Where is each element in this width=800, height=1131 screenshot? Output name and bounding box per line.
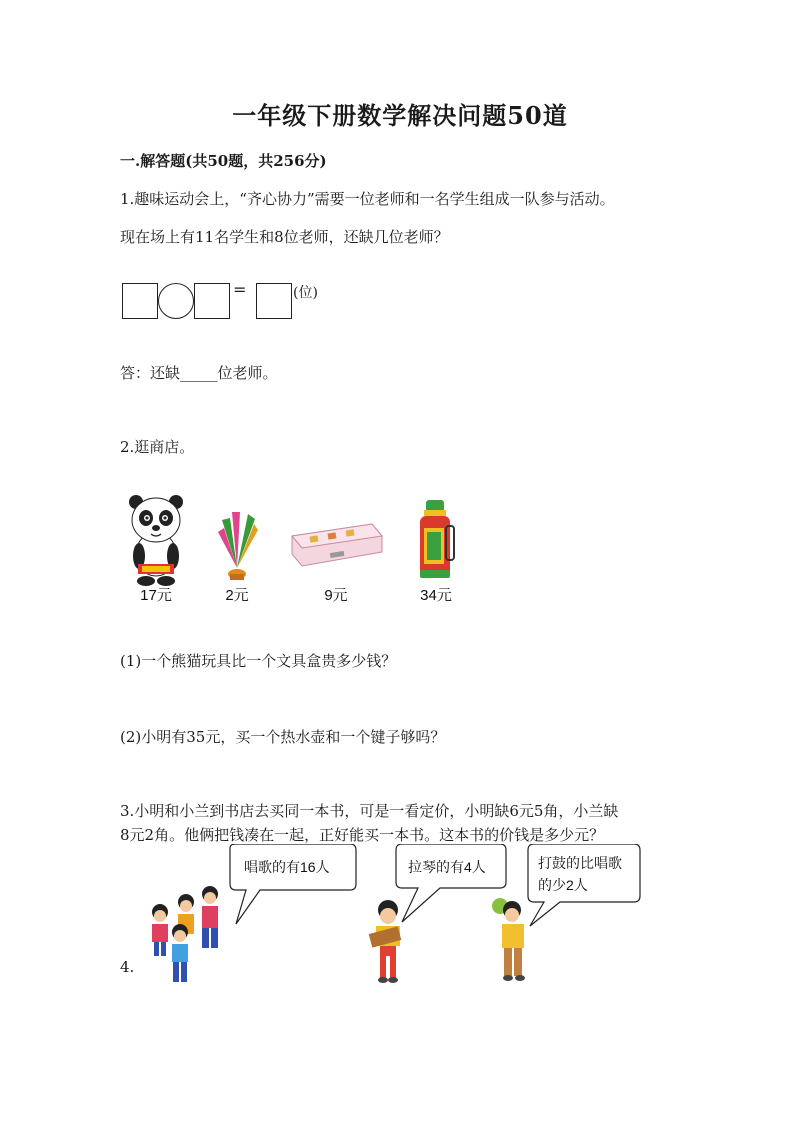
pencil-case-icon [288,520,384,570]
answer-box-2[interactable] [194,283,230,319]
bubble-singing: 唱歌的有16人 [244,859,330,875]
price-shuttlecock: 2元 [225,587,249,604]
q4-number: 4. [120,958,135,976]
q3-line2: 8元2角。他俩把钱凑在一起，正好能买一本书。这本书的价钱是多少元？ [120,826,605,844]
q2-text: 2.逛商店。 [120,438,195,456]
equals-sign: = [233,280,247,299]
shuttlecock-icon [214,510,260,586]
page-title: 一年级下册数学解决问题50道 [232,101,568,130]
answer-box-result[interactable] [256,283,292,319]
bubble-drum-line1: 打鼓的比唱歌 [538,855,622,871]
bubble-violin: 拉琴的有4人 [408,859,486,875]
q3-line1: 3.小明和小兰到书店去买同一本书，可是一看定价，小明缺6元5角，小兰缺 [120,802,619,820]
operator-circle[interactable] [158,283,194,319]
section-heading: 一.解答题(共50题，共256分) [120,152,327,170]
q1-answer: 答：还缺_____位老师。 [120,364,278,382]
q2-sub1: (1)一个熊猫玩具比一个文具盒贵多少钱？ [120,652,397,670]
q1-line1: 1.趣味运动会上，“齐心协力”需要一位老师和一名学生组成一队参与活动。 [120,190,615,208]
price-thermos: 34元 [420,587,452,604]
bubble-drum-line2: 的少2人 [538,877,588,893]
singers-group-icon [152,886,218,982]
q1-line2: 现在场上有11名学生和8位老师，还缺几位老师？ [120,228,449,246]
price-pencil-case: 9元 [324,587,348,604]
drummer-boy-icon [492,898,525,981]
answer-box-1[interactable] [122,283,158,319]
unit-label: (位) [293,285,318,301]
price-panda: 17元 [140,587,172,604]
thermos-icon [414,498,458,582]
q2-sub2: (2)小明有35元，买一个热水壶和一个键子够吗？ [120,728,446,746]
q4-illustration [140,844,660,994]
violin-girl-icon [369,900,402,983]
panda-toy-icon [126,494,186,586]
